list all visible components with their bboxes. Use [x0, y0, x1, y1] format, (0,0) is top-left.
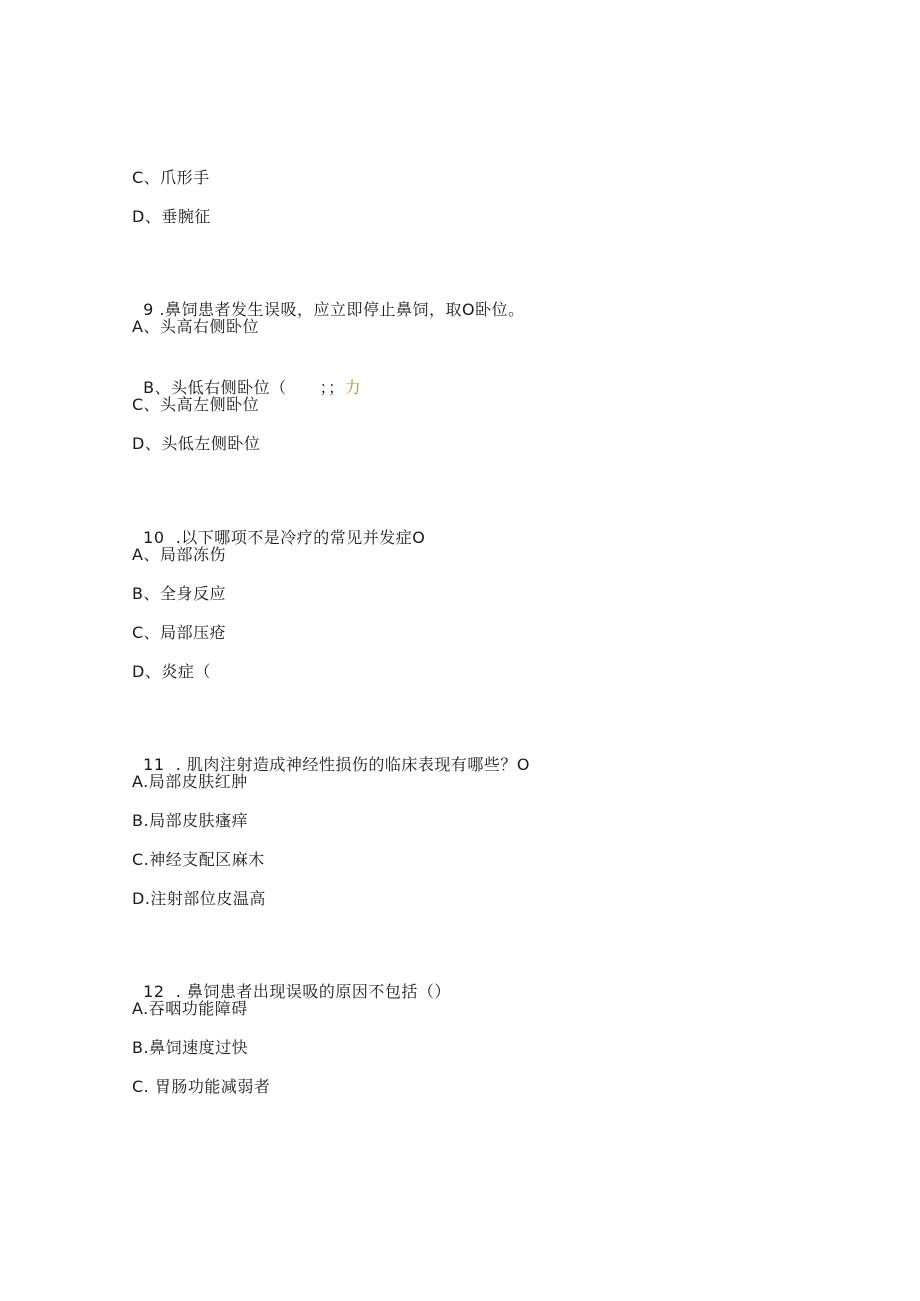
question-number: 11 — [143, 755, 165, 774]
q11-option-c: C.神经支配区麻木 — [132, 850, 265, 869]
question-9 — [132, 277, 525, 321]
question-11 — [132, 732, 530, 776]
question-text: .鼻饲患者发生误吸，应立即停止鼻饲，取O卧位。 — [153, 300, 525, 319]
question-10 — [132, 505, 425, 549]
question-number: 9 — [143, 300, 154, 319]
q10-option-c: C、局部压疮 — [132, 623, 227, 642]
q10-option-a: A、局部冻伤 — [132, 545, 226, 564]
q9-option-d: D、头低左侧卧位 — [132, 434, 261, 453]
option-c-prev: C、爪形手 — [132, 168, 210, 187]
q12-option-c: C. 胃肠功能减弱者 — [132, 1077, 271, 1096]
question-text: . 鼻饲患者出现误吸的原因不包括（） — [164, 982, 451, 1001]
q9-option-a: A、头高右侧卧位 — [132, 317, 259, 336]
q9-option-b-text: B、头低右侧卧位（ ；； — [143, 378, 345, 397]
option-d-prev: D、垂腕征 — [132, 207, 211, 226]
q12-option-b: B.鼻饲速度过快 — [132, 1038, 249, 1057]
question-12 — [132, 959, 451, 1003]
q11-option-b: B.局部皮肤瘙痒 — [132, 811, 249, 830]
question-text: .以下哪项不是冷疗的常见并发症O — [164, 528, 426, 547]
q11-option-a: A.局部皮肤红肿 — [132, 772, 248, 791]
q11-option-d: D.注射部位皮温高 — [132, 889, 266, 908]
q9-option-c: C、头高左侧卧位 — [132, 395, 260, 414]
q9-option-b-mark: 力 — [344, 378, 362, 397]
question-number: 12 — [143, 982, 165, 1001]
q12-option-a: A.吞咽功能障碍 — [132, 999, 248, 1018]
q10-option-b: B、全身反应 — [132, 584, 226, 603]
q10-option-d: D、炎症（ — [132, 662, 211, 681]
question-number: 10 — [143, 528, 165, 547]
q9-option-b — [132, 355, 361, 399]
question-text: . 肌肉注射造成神经性损伤的临床表现有哪些？O — [164, 755, 530, 774]
